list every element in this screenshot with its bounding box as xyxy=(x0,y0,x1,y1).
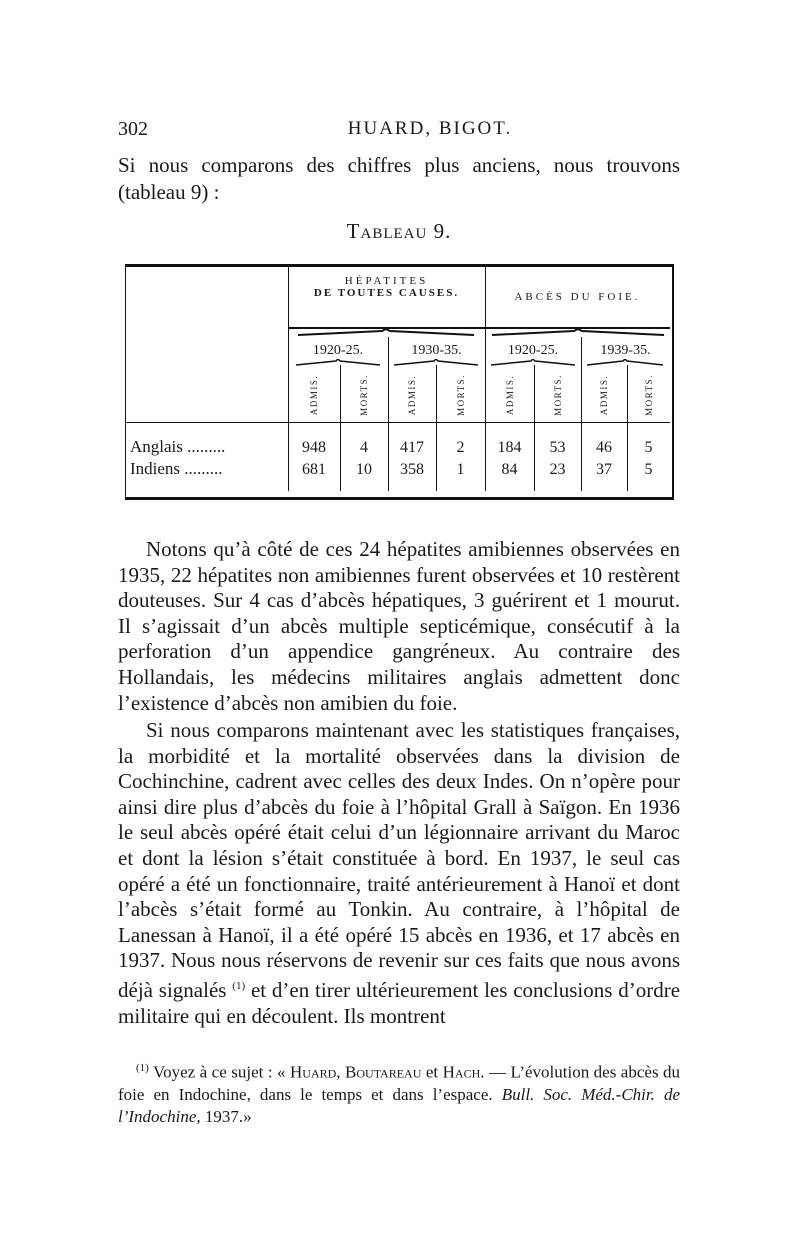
period-heading: 1920-25. xyxy=(507,343,559,358)
row-label-anglais: Anglais ......... xyxy=(130,437,226,456)
paragraph-statistiques-text: Si nous comparons maintenant avec les statistiques françaises, la morbidité et la mortalité observées dans la division de Cochinchine, cadrent avec celles des deux Indes. On n’opère pour ainsi dire plus d’abcès du foie à l’hôpital Grall à Saïgon. En 1936 le seul abcès opéré était celui d’un légionnaire arrivant du Maroc et dont la lésion s’était constituée à bord. En 1937, le seul cas opéré a été un fonctionnaire, traité antérieurement à Hanoï et dont l’abcès s’était formé au Tonkin. Au contraire, à l’hôpital de Lanessan à Hanoï, il a été opéré 15 abcès en 1936, et 17 abcès en 1937. Nous nous réservons de revenir sur ces faits que nous avons déjà signalés xyxy=(118,718,680,1002)
brace-hepatites xyxy=(296,329,476,337)
footnote-lead: Voyez à ce sujet : « xyxy=(153,1062,286,1082)
subcol-morts: MORTS. xyxy=(644,374,654,416)
table-cell: 681 xyxy=(302,461,326,478)
divider xyxy=(288,267,289,491)
footnote-title: — L’évolution des abcès du foie en Indochine, dans le temps et dans l’espace. xyxy=(118,1062,681,1104)
footnote xyxy=(118,1057,680,1128)
footnote-reference: (1) xyxy=(232,979,246,992)
table-cell: 10 xyxy=(356,461,372,478)
footnote-and: et xyxy=(425,1062,439,1082)
table-cell: 2 xyxy=(456,439,465,456)
table-cell: 4 xyxy=(360,439,368,456)
table-cell: 37 xyxy=(596,461,612,478)
statistics-table xyxy=(125,264,674,500)
subcol-admis: ADMIS. xyxy=(599,374,610,416)
brace-abces xyxy=(490,329,666,337)
group-heading-hepatites: HÉPATITES DE TOUTES CAUSES. xyxy=(313,275,460,299)
footnote-authors: Huard, Boutareau xyxy=(290,1062,422,1082)
table-cell: 46 xyxy=(596,439,612,456)
table-title-word: Tableau xyxy=(346,219,428,243)
subcol-morts: MORTS. xyxy=(456,374,466,416)
period-heading: 1939-35. xyxy=(600,343,651,358)
table-title-number: 9. xyxy=(433,219,452,243)
subcol-admis: ADMIS. xyxy=(407,374,418,416)
period-heading: 1920-25. xyxy=(312,343,364,358)
table-cell: 184 xyxy=(497,439,522,456)
table-cell: 23 xyxy=(549,461,566,478)
table-cell: 53 xyxy=(549,439,566,456)
footnote-journal: Bull. Soc. Méd.-Chir. de l’Indochine, xyxy=(118,1084,681,1126)
page-number: 302 xyxy=(118,118,148,140)
paragraph-statistiques xyxy=(118,718,680,1029)
running-head: HUARD, BIGOT. xyxy=(347,118,513,139)
table-cell: 948 xyxy=(302,439,326,456)
table-cell: 1 xyxy=(456,461,465,478)
table-cell: 358 xyxy=(400,461,424,478)
group-heading-abces: ABCÈS DU FOIE. xyxy=(514,291,641,303)
footnote-author-last: Hach. xyxy=(442,1062,485,1082)
divider xyxy=(126,422,670,423)
subcol-admis: ADMIS. xyxy=(505,374,516,416)
period-heading: 1930-35. xyxy=(411,343,462,358)
subcol-morts: MORTS. xyxy=(359,374,369,416)
row-label-indiens: Indiens ......... xyxy=(130,459,223,478)
paragraph-hepatites: Notons qu’à côté de ces 24 hépatites amibiennes observées en 1935, 22 hépatites non amibiennes furent observées et 10 restèrent douteuses. Sur 4 cas d’abcès hépatiques, 3 guérirent et 1 mourut. Il s’agissait d’un abcès multiple septicémique, consécutif à la perforation d’un appendice gangréneux. Au contraire des Hollandais, les médecins militaires anglais admettent donc l’existence d’abcès non amibien du foie. xyxy=(118,537,680,715)
table-cell: 5 xyxy=(644,439,653,456)
table-cell: 5 xyxy=(644,461,653,478)
intro-paragraph: Si nous comparons des chiffres plus anciens, nous trouvons (tableau 9) : xyxy=(118,153,680,204)
table-title xyxy=(118,219,680,244)
subcol-morts: MORTS. xyxy=(553,374,563,416)
paragraph-statistiques-tail: et d’en tirer ultérieurement les conclusions d’ordre militaire qui en découlent. Ils montrent xyxy=(118,977,681,1028)
subcol-admis: ADMIS. xyxy=(309,374,320,416)
table-cell: 417 xyxy=(400,439,424,456)
footnote-marker: (1) xyxy=(136,1062,149,1074)
footnote-year: 1937.» xyxy=(204,1106,252,1126)
table-cell: 84 xyxy=(501,461,518,478)
